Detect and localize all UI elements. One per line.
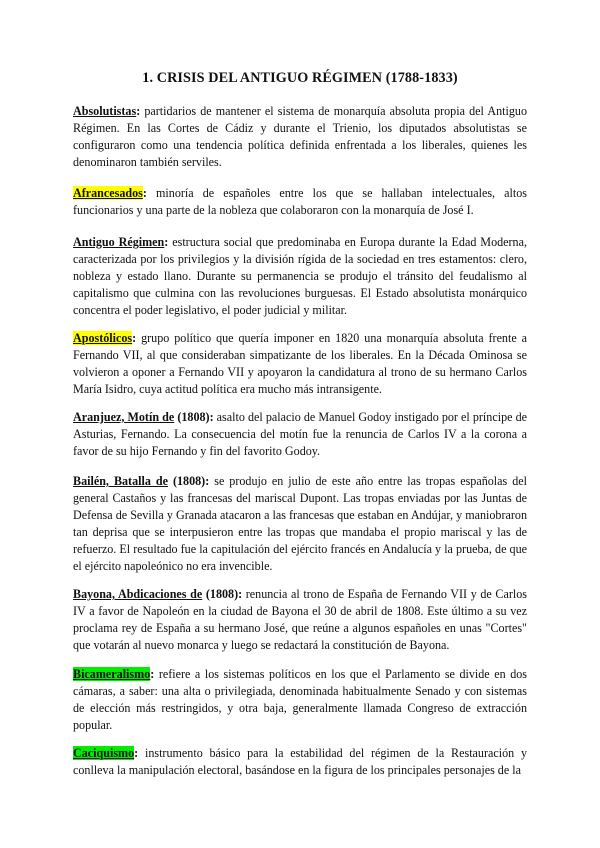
entry-text: partidarios de mantener el sistema de monarquía absoluta propia del Antiguo Régimen. En las Cortes de Cádiz y durante el Trienio, los diputados absolutistas se configuraron como una tendencia política definida enfrentada a los liberales, quienes les denominaron también serviles.	[73, 104, 527, 170]
glossary-entry-absolutistas	[73, 103, 527, 171]
entry-suffix: :	[142, 186, 147, 200]
entry-text: grupo político que quería imponer en 1820 una monarquía absoluta frente a Fernando VII, al que consideraban simpatizante de los liberales. En la Década Ominosa se volvieron a oponer a Fernando VII y apoyaron la candidatura al trono de su hermano Carlos María Isidro, cuya actitud política era mucho más intransigente.	[73, 331, 527, 397]
entry-text: asalto del palacio de Manuel Godoy instigado por el príncipe de Asturias, Fernando. La consecuencia del motín fue la renuncia de Carlos IV a la corona a favor de su hijo Fernando y fin del favorito Godoy.	[73, 410, 527, 459]
glossary-entry-afrancesados	[73, 185, 527, 219]
entry-suffix: :	[136, 104, 141, 118]
entry-term: Afrancesados	[73, 186, 143, 200]
entry-term: Bicameralismo	[73, 667, 151, 681]
entry-term: Absolutistas	[73, 104, 137, 118]
glossary-entry-antiguo-regimen	[73, 234, 527, 319]
glossary-entry-bicameralismo	[73, 666, 527, 734]
entry-term: Bayona, Abdicaciones de	[73, 587, 203, 601]
entry-term: Antiguo Régimen	[73, 235, 165, 249]
entry-suffix: (1808):	[202, 587, 243, 601]
entry-text: minoría de españoles entre los que se hallaban intelectuales, altos funcionarios y una parte de la nobleza que colaboraron con la monarquía de José I.	[73, 186, 527, 218]
entry-term: Apostólicos	[73, 331, 133, 345]
entry-term: Aranjuez, Motín de	[73, 410, 175, 424]
entry-text: estructura social que predominaba en Europa durante la Edad Moderna, caracterizada por los privilegios y la división rígida de la sociedad en tres estamentos: clero, nobleza y estado llano. Durante su permanencia se produjo el tránsito del feudalismo al capitalismo que culmina con las revoluciones burguesas. El Estado absolutista monárquico concentra el poder legislativo, el poder judicial y militar.	[73, 235, 527, 318]
entry-text: renuncia al trono de España de Fernando VII y de Carlos IV a favor de Napoleón en la ciudad de Bayona el 30 de abril de 1808. Este último a su vez proclama rey de España a su hermano José, que reúne a algunos españoles en unas "Cortes" que votarán al nuevo monarca y luego se redactará la constitución de Bayona.	[73, 587, 527, 653]
entry-suffix: :	[134, 746, 139, 760]
entry-suffix: :	[150, 667, 155, 681]
entry-text: instrumento básico para la estabilidad del régimen de la Restauración y conlleva la manipulación electoral, basándose en la figura de los principales personajes de la	[73, 746, 527, 778]
entry-term: Caciquismo	[73, 746, 135, 760]
entry-text: se produjo en julio de este año entre las tropas españolas del general Castaños y las francesas del mariscal Dupont. Las tropas enviadas por las Juntas de Defensa de Sevilla y Granada atacaron a las francesas que estaban en Andújar, y maniobraron tan deprisa que se interpusieron entre las tropas que mandaba el propio mariscal y las de refuerzo. El resultado fue la capitulación del ejército francés en Andalucía y la prueba, de que el ejército napoleónico no era invencible.	[73, 474, 528, 574]
entry-suffix: (1808):	[174, 410, 214, 424]
glossary-entry-bailen	[73, 473, 527, 576]
entry-suffix: :	[164, 235, 169, 249]
glossary-entry-apostolicos	[73, 330, 527, 398]
page-title: 1. CRISIS DEL ANTIGUO RÉGIMEN (1788-1833)	[142, 70, 458, 86]
glossary-entry-aranjuez	[73, 409, 527, 460]
entry-term: Bailén, Batalla de	[73, 474, 168, 488]
entry-text: refiere a los sistemas políticos en los que el Parlamento se divide en dos cámaras, a saber: una alta o privilegiada, denominada habitualmente Senado y con sistemas de elección más restringidos, y otra baja, generalmente llamada Congreso de extracción popular.	[73, 667, 527, 733]
glossary-entry-bayona	[73, 586, 527, 654]
entry-suffix: :	[132, 331, 137, 345]
entry-suffix: (1808):	[167, 474, 210, 488]
glossary-entry-caciquismo	[73, 745, 527, 779]
